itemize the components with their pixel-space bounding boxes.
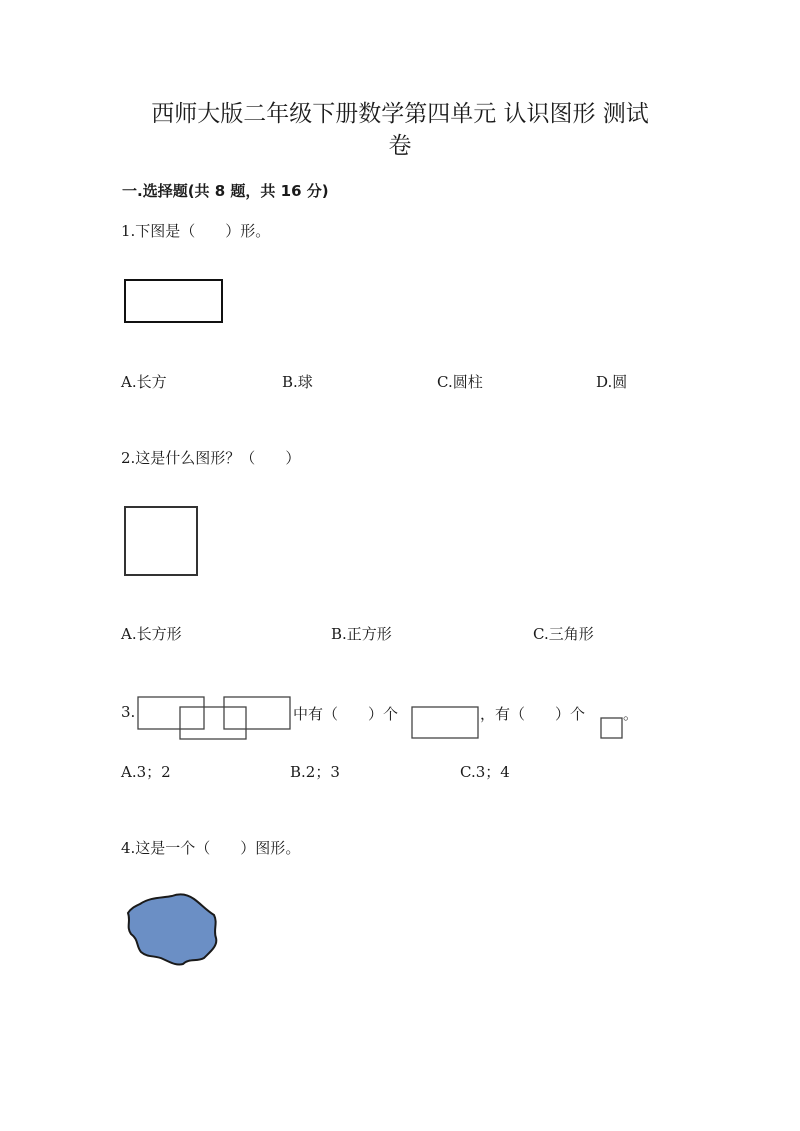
page-title-continued: 卷 <box>388 133 412 159</box>
question-3-number: 3. <box>121 703 136 721</box>
question-3-stem-part2: ，有（ ）个 <box>480 705 586 723</box>
question-2-option-a[interactable]: A.长方形 <box>121 625 182 643</box>
question-1-stem: 1.下图是（ ）形。 <box>121 222 271 240</box>
question-1-option-a[interactable]: A.长方 <box>121 373 167 391</box>
section-heading: 一.选择题(共 8 题，共 16 分) <box>122 182 329 200</box>
question-3-option-c[interactable]: C.3；4 <box>460 763 510 781</box>
question-2-option-b[interactable]: B.正方形 <box>331 625 392 643</box>
question-1-option-b[interactable]: B.球 <box>282 373 313 391</box>
question-3-option-b[interactable]: B.2；3 <box>290 763 340 781</box>
question-3-option-a[interactable]: A.3；2 <box>121 763 171 781</box>
page-title: 西师大版二年级下册数学第四单元 认识图形 测试 <box>151 101 649 127</box>
question-3-stem-end: 。 <box>623 705 639 723</box>
question-4-stem: 4.这是一个（ ）图形。 <box>121 839 301 857</box>
question-1-option-d[interactable]: D.圆 <box>596 373 628 391</box>
question-2-option-c[interactable]: C.三角形 <box>533 625 594 643</box>
question-2-stem: 2.这是什么图形？（ ） <box>121 449 301 467</box>
question-1-option-c[interactable]: C.圆柱 <box>437 373 483 391</box>
question-3-stem-part1: 中有（ ）个 <box>293 705 399 723</box>
